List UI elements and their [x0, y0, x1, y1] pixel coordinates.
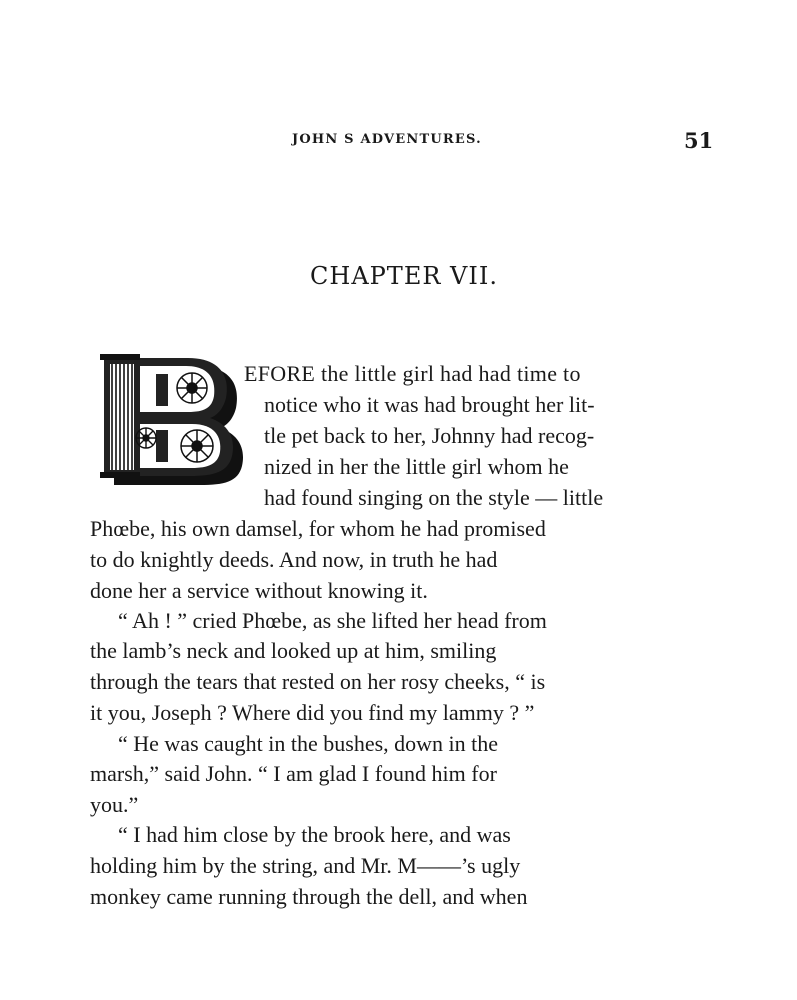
text-line-18: monkey came running through the dell, and when [90, 884, 528, 909]
text-line-11: through the tears that rested on her rosy cheeks, “ is [90, 669, 546, 694]
text-line-2: notice who it was had brought her lit- [264, 392, 595, 417]
text-line-9: “ Ah ! ” cried Phœbe, as she lifted her head from [118, 608, 547, 633]
text-line-17: holding him by the string, and Mr. M——’s ugly [90, 853, 521, 878]
text-line-6: Phœbe, his own damsel, for whom he had promised [90, 516, 546, 541]
drop-cap-ornament [100, 350, 246, 485]
running-head [0, 128, 797, 152]
text-line-4: nized in her the little girl whom he [264, 454, 569, 479]
text-line-12: it you, Joseph ? Where did you find my lammy ? ” [90, 700, 535, 725]
text-line-1: EFORE the little girl had had time to [244, 361, 581, 386]
text-line-15: you.” [90, 792, 139, 817]
text-line-3: tle pet back to her, Johnny had recog- [264, 423, 595, 448]
text-line-7: to do knightly deeds. And now, in truth he had [90, 547, 498, 572]
text-line-5: had found singing on the style — little [264, 485, 604, 510]
text-line-16: “ I had him close by the brook here, and was [118, 822, 511, 847]
chapter-heading: CHAPTER VII. [310, 262, 498, 290]
rosette-upper [177, 373, 207, 403]
text-line-8: done her a service without knowing it. [90, 578, 428, 603]
text-line-13: “ He was caught in the bushes, down in the [118, 731, 499, 756]
text-line-10: the lamb’s neck and looked up at him, smiling [90, 638, 497, 663]
text-line-14: marsh,” said John. “ I am glad I found him for [90, 761, 497, 786]
rosette-lower [181, 430, 213, 462]
rosette-left [136, 428, 156, 448]
running-title: JOHN S ADVENTURES. [292, 132, 482, 147]
page-number: 51 [684, 128, 714, 153]
